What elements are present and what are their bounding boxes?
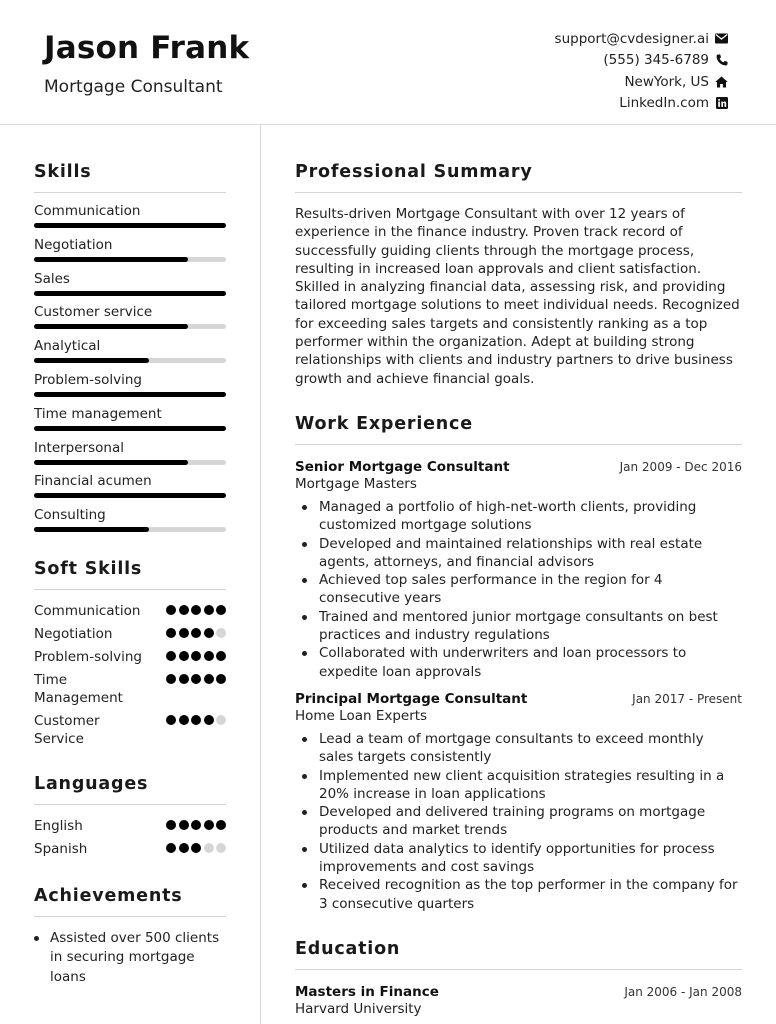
education-school: Harvard University xyxy=(295,1000,422,1017)
experience-rule xyxy=(295,444,742,445)
rating-dot-filled xyxy=(191,843,201,853)
skill-level-fill xyxy=(34,392,226,397)
home-icon xyxy=(715,75,728,88)
rating-dots xyxy=(166,817,226,830)
skill-level-fill xyxy=(34,358,149,363)
rating-dot-filled xyxy=(191,674,201,684)
skill-level-fill xyxy=(34,223,226,228)
job-dates: Jan 2009 - Dec 2016 xyxy=(619,459,742,474)
languages-rule xyxy=(34,804,226,805)
phone-icon xyxy=(715,54,728,67)
column-divider xyxy=(260,124,261,1024)
job-company: Home Loan Experts xyxy=(295,707,428,724)
education-rule xyxy=(295,969,742,970)
skill-item xyxy=(34,332,226,366)
rating-dot-filled xyxy=(179,820,189,830)
summary-title: Professional Summary xyxy=(295,162,533,182)
skill-level-fill xyxy=(34,460,188,465)
languages-title: Languages xyxy=(34,773,149,794)
rating-dot-filled xyxy=(204,651,214,661)
skill-level-bar xyxy=(34,493,226,498)
rating-item xyxy=(34,712,226,748)
contact-phone-text: (555) 345-6789 xyxy=(603,52,709,69)
achievements-title: Achievements xyxy=(34,885,183,906)
skill-item xyxy=(34,501,226,535)
rating-dot-empty xyxy=(216,628,226,638)
languages-section xyxy=(34,774,226,858)
job-header xyxy=(295,459,742,475)
rating-dot-empty xyxy=(216,715,226,725)
list-item: Managed a portfolio of high-net-worth clients, providing customized mortgage solutions xyxy=(295,498,742,535)
summary-rule xyxy=(295,192,742,193)
skill-item xyxy=(34,400,226,434)
skill-level-fill xyxy=(34,291,226,296)
rating-item xyxy=(34,625,226,643)
rating-dot-empty xyxy=(216,843,226,853)
rating-dot-filled xyxy=(191,820,201,830)
rating-dots xyxy=(166,671,226,684)
languages-list xyxy=(34,817,226,858)
skills-section xyxy=(34,162,226,535)
contact-location-text: NewYork, US xyxy=(624,73,709,90)
rating-dot-filled xyxy=(216,651,226,661)
education-entry xyxy=(295,984,742,1017)
rating-dot-filled xyxy=(166,843,176,853)
skill-level-bar xyxy=(34,257,226,262)
contact-list xyxy=(428,28,728,114)
rating-dot-filled xyxy=(179,651,189,661)
rating-dot-filled xyxy=(166,605,176,615)
envelope-icon xyxy=(715,32,728,45)
rating-dot-filled xyxy=(204,674,214,684)
list-item: Developed and maintained relationships with real estate agents, attorneys, and financial advisors xyxy=(295,535,742,572)
rating-dot-filled xyxy=(204,628,214,638)
skill-level-fill xyxy=(34,257,188,262)
soft-skills-title: Soft Skills xyxy=(34,558,143,579)
skill-level-bar xyxy=(34,291,226,296)
skill-item xyxy=(34,231,226,265)
rating-label: Spanish xyxy=(34,840,88,857)
candidate-role: Mortgage Consultant xyxy=(44,77,223,97)
rating-item xyxy=(34,648,226,666)
rating-item xyxy=(34,671,226,707)
rating-dot-filled xyxy=(216,674,226,684)
education-section xyxy=(295,939,742,1017)
skill-item xyxy=(34,265,226,299)
rating-dot-filled xyxy=(204,605,214,615)
list-item: Implemented new client acquisition strategies resulting in a 20% increase in loan applications xyxy=(295,767,742,804)
achievements-rule xyxy=(34,916,226,917)
achievements-section xyxy=(34,886,226,988)
skill-level-bar xyxy=(34,223,226,228)
rating-dot-empty xyxy=(204,843,214,853)
skill-label: Negotiation xyxy=(34,236,113,253)
contact-email[interactable] xyxy=(428,28,728,50)
skill-label: Communication xyxy=(34,203,141,219)
list-item: Lead a team of mortgage consultants to exceed monthly sales targets consistently xyxy=(295,730,742,767)
sidebar xyxy=(34,124,226,987)
list-item: Collaborated with underwriters and loan processors to expedite loan approvals xyxy=(295,644,742,681)
rating-label: Time Management xyxy=(34,671,123,706)
education-header xyxy=(295,984,742,1000)
rating-dot-filled xyxy=(191,605,201,615)
experience-section xyxy=(295,414,742,913)
soft-skills-rule xyxy=(34,589,226,590)
skill-label: Interpersonal xyxy=(34,439,124,456)
skill-label: Consulting xyxy=(34,507,106,524)
skill-level-bar xyxy=(34,324,226,329)
rating-dots xyxy=(166,648,226,661)
skill-label: Customer service xyxy=(34,304,153,321)
soft-skills-list xyxy=(34,602,226,748)
rating-dot-filled xyxy=(179,715,189,725)
rating-label: Problem-solving xyxy=(34,648,142,665)
list-item: Developed and delivered training programs on mortgage products and market trends xyxy=(295,803,742,840)
skill-level-bar xyxy=(34,426,226,431)
rating-dot-filled xyxy=(179,628,189,638)
rating-dot-filled xyxy=(216,820,226,830)
skill-item xyxy=(34,197,226,231)
job-title: Principal Mortgage Consultant xyxy=(295,690,528,707)
list-item: Trained and mentored junior mortgage consultants on best practices and industry regulations xyxy=(295,608,742,645)
education-title: Education xyxy=(295,938,401,959)
rating-label: Communication xyxy=(34,602,141,619)
job-company: Mortgage Masters xyxy=(295,475,417,492)
achievements-list xyxy=(34,929,226,988)
list-item: Utilized data analytics to identify opportunities for process improvements and cost savings xyxy=(295,840,742,877)
list-item: Achieved top sales performance in the region for 4 consecutive years xyxy=(295,571,742,608)
contact-email-text: support@cvdesigner.ai xyxy=(554,30,709,47)
skill-item xyxy=(34,434,226,468)
rating-dot-filled xyxy=(166,651,176,661)
rating-item xyxy=(34,602,226,620)
rating-dot-filled xyxy=(191,715,201,725)
skill-level-bar xyxy=(34,460,226,465)
job-bullets xyxy=(295,498,742,681)
rating-dots xyxy=(166,712,226,725)
linkedin-icon xyxy=(715,97,728,110)
soft-skills-section xyxy=(34,559,226,748)
rating-dots xyxy=(166,840,226,853)
skill-level-bar xyxy=(34,358,226,363)
job-entry xyxy=(295,459,742,681)
rating-dot-filled xyxy=(191,628,201,638)
job-entry xyxy=(295,691,742,913)
list-item: Received recognition as the top performer in the company for 3 consecutive quarters xyxy=(295,876,742,913)
rating-dot-filled xyxy=(179,674,189,684)
rating-dot-filled xyxy=(216,605,226,615)
rating-dot-filled xyxy=(166,628,176,638)
skill-level-fill xyxy=(34,493,226,498)
skill-level-fill xyxy=(34,527,149,532)
experience-title: Work Experience xyxy=(295,413,473,434)
job-bullets xyxy=(295,730,742,913)
skill-label: Financial acumen xyxy=(34,473,152,490)
skills-list xyxy=(34,197,226,535)
skill-item xyxy=(34,298,226,332)
skill-level-bar xyxy=(34,392,226,397)
rating-dot-filled xyxy=(166,820,176,830)
rating-label: Negotiation xyxy=(34,625,113,642)
job-dates: Jan 2017 - Present xyxy=(632,691,742,706)
skill-item xyxy=(34,366,226,400)
rating-dot-filled xyxy=(204,715,214,725)
resume-header xyxy=(0,0,776,125)
summary-section xyxy=(295,162,742,388)
rating-label: Customer Service xyxy=(34,712,100,747)
candidate-name: Jason Frank xyxy=(44,30,250,66)
job-header xyxy=(295,691,742,707)
skills-title: Skills xyxy=(34,162,92,182)
rating-dot-filled xyxy=(204,820,214,830)
education-degree: Masters in Finance xyxy=(295,983,439,1000)
skill-label: Problem-solving xyxy=(34,371,142,388)
job-title: Senior Mortgage Consultant xyxy=(295,458,510,475)
skill-label: Time management xyxy=(34,405,162,422)
rating-dots xyxy=(166,625,226,638)
summary-text: Results-driven Mortgage Consultant with over 12 years of experience in the finance industry. Proven track record of successfully guiding clients through the mortgage process, resulting in increased loan approvals and client satisfaction. Skilled in analyzing financial data, assessing risk, and providing tailored mortgage solutions to meet individual needs. Recognized for exceeding sales targets and consistently ranking as a top performer within the organization. Adept at building strong relationships with clients and industry partners to drive business growth and achieve financial goals. xyxy=(295,206,740,387)
rating-dot-filled xyxy=(166,715,176,725)
rating-dot-filled xyxy=(166,674,176,684)
skill-level-bar xyxy=(34,527,226,532)
main-content xyxy=(295,124,742,1017)
skill-level-fill xyxy=(34,426,226,431)
skill-label: Sales xyxy=(34,270,70,287)
rating-item xyxy=(34,817,226,835)
skill-level-fill xyxy=(34,324,188,329)
rating-label: English xyxy=(34,817,83,834)
rating-dot-filled xyxy=(179,843,189,853)
rating-dot-filled xyxy=(179,605,189,615)
skill-label: Analytical xyxy=(34,338,101,355)
skill-item xyxy=(34,467,226,501)
contact-location xyxy=(428,71,728,93)
contact-linkedin-text: LinkedIn.com xyxy=(619,95,709,112)
rating-dots xyxy=(166,602,226,615)
education-dates: Jan 2006 - Jan 2008 xyxy=(624,984,742,999)
contact-phone[interactable] xyxy=(428,50,728,72)
rating-item xyxy=(34,840,226,858)
skills-rule xyxy=(34,192,226,193)
rating-dot-filled xyxy=(191,651,201,661)
contact-linkedin[interactable] xyxy=(428,93,728,115)
list-item: Assisted over 500 clients in securing mortgage loans xyxy=(34,929,226,988)
